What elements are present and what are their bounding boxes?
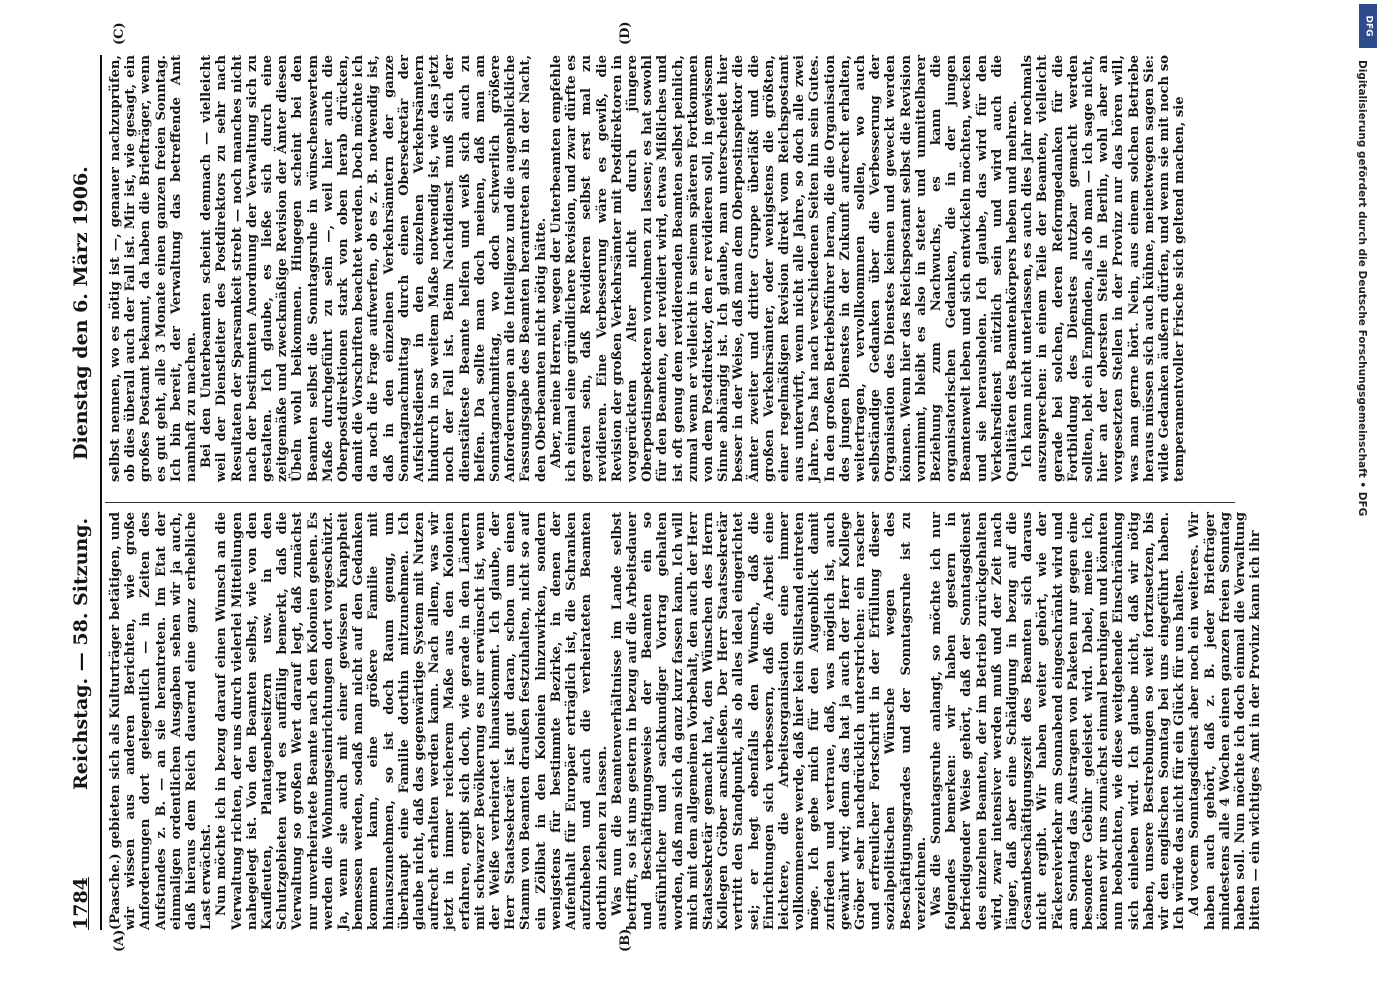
margin-mark-b: (B) bbox=[618, 928, 633, 952]
page-header bbox=[68, 55, 98, 930]
credit-text: Digitalisierung gefördert durch die Deutsche Forschungsgemeinschaft • DFG bbox=[1356, 60, 1368, 517]
margin-mark-a: (A) bbox=[112, 929, 127, 952]
paragraph: Ich kann nicht unterlassen, es auch dies Jahr nochmals auszusprechen: in einem Teile der Beamten, vielleicht gerade bei solchen, deren Reformgedanken für die Fortbildung des Dienstes nutzbar gemacht werden sollten, lebt ein Empfinden, als ob man — ich sage nicht, hier an der obersten Stelle in Berlin, wohl aber an vorgesetzten Stellen in der Provinz nur das hören will, was man gerne hört. Nein, aus einem solchen Betriebe heraus müssen sich auch kühne, meinetwegen sagen Sie: wilde Gedanken äußern dürfen, und wenn sie mit noch so temperamentvoller Frische sich geltend machen, sie bbox=[1020, 55, 1188, 482]
paragraph: Bei den Unterbeamten scheint demnach — vielleicht weil der Dienstleiter des Postdirektors zu sehr nach Resultaten der Sparsamkeit strebt — noch manches nicht nach der bestimmten Anordnung der Verwaltung sich zu gestalten. Ich glaube, es ließe sich durch eine zeitgemäße und zweckmäßige Revision der Ämter diesen Übeln wohl beikommen. Hingegen scheint bei den Beamten selbst die Sonntagsruhe in wünschenswertem Maße durchgeführt zu sein —, weil hier auch die Oberpostdirektionen stark von oben herab drücken, damit die Vorschriften beachtet werden. Doch möchte ich da noch die Frage aufwerfen, ob es z. B. notwendig ist, daß in den einzelnen Verkehrsämtern der ganze Sonntagnachmittag durch einen Obersekretär der Aufsichtsdienst in den einzelnen Verkehrsämtern hindurch in so weitem Maße notwendig ist, wie das jetzt noch der Fall ist. Beim Nachtdienst muß sich der dienstälteste Beamte helfen und weiß sich auch zu helfen. Da sollte man doch meinen, daß man am Sonntagnachmittag, wo doch schwerlich größere Anforderungen an die Intelligenz und die augenblickliche Fassungsgabe des Beamten herantreten als in der Nacht, den Oberbeamten nicht nötig hätte. bbox=[199, 55, 549, 482]
margin-mark-d: (D) bbox=[618, 21, 633, 45]
header-right-title: Dienstag den 6. März 1906. bbox=[70, 166, 92, 460]
column-divider bbox=[105, 502, 1235, 503]
left-text-column bbox=[108, 512, 1264, 930]
dfg-logo: DFG bbox=[1359, 4, 1377, 48]
paragraph: (Paasche.) gebieten sich als Kulturträger betätigen, und wir wissen aus anderen Berichten, wie große Anforderungen dort gelegentlich — in Zeiten des Aufstandes z. B. — an sie herantreten. Im Etat der einmaligen ordentlichen Ausgaben sehen wir ja auch, daß hieraus dem Reich dauernd eine ganz erhebliche Last erwächst. bbox=[108, 512, 215, 930]
margin-mark-c: (C) bbox=[112, 22, 127, 45]
paragraph: Was die Sonntagsruhe anlangt, so möchte ich nur folgendes bemerken: wir haben gestern in befriedigender Weise gehört, daß der Sonntagsdienst des einzelnen Beamten, der im Betrieb zurückgehalten wird, zwar intensiver werden muß und der Zeit nach länger, daß aber eine Schädigung in bezug auf die Gesamtbeschäftigungszeit des Beamten sich daraus nicht ergibt. Wir haben weiter gehört, wie der Päckereiverkehr am Sonnabend eingeschränkt wird und am Sonntag das Austragen von Paketen nur gegen eine besondere Gebühr geleistet wird. Dabei, meine ich, können wir uns zunächst einmal beruhigen und könnten nun beobachten, wie diese weitgehende Einschränkung sich einleben wird. Ich glaube nicht, daß wir nötig haben, unsere Bestrebungen so weit fortzusetzen, bis wir den englischen Sonntag bei uns eingeführt haben. Ich würde das nicht für ein Glück für uns halten. bbox=[928, 512, 1188, 930]
right-text-column bbox=[108, 55, 1233, 482]
paragraph: Was nun die Beamtenverhältnisse im Lande selbst betrifft, so ist uns gestern in bezug auf die Arbeitsdauer und Beschäftigungsweise der Beamten ein so ausführlicher und sachkundiger Vortrag gehalten worden, daß man sich da ganz kurz fassen kann. Ich will mich mit dem allgemeinen Vorbehalt, den auch der Herr Staatssekretär gemacht hat, den Wünschen des Herrn Kollegen Gröber anschließen. Der Herr Staatssekretär vertritt den Standpunkt, als ob alles ideal eingerichtet sei; er hegt ebenfalls den Wunsch, daß die Einrichtungen sich verbessern, daß die Arbeit eine leichtere, die Arbeitsorganisation eine immer vollkommenere werde, daß hier kein Stillstand eintreten möge. Ich gebe mich für den Augenblick damit zufrieden und vertraue, daß, was möglich ist, auch gewährt wird; denn das hat ja auch der Herr Kollege Gröber sehr nachdrücklich unterstrichen: ein rascher und erfreulicher Fortschritt in der Erfüllung dieser sozialpolitischen Wünsche wegen des Beschäftigungsgrades und der Sonntagsruhe ist zu verzeichnen. bbox=[609, 512, 929, 930]
paragraph: Nun möchte ich in bezug darauf einen Wunsch an die Verwaltung richten, der uns durch vielerlei Mitteilungen nahegelegt ist. Von den Beamten selbst, wie von den Kaufleuten, Plantagenbesitzern usw. in den Schutzgebieten wird es auffällig bemerkt, daß die Verwaltung so großen Wert darauf legt, daß zunächst nur unverheiratete Beamte nach den Kolonien gehen. Es werden die Wohnungseinrichtungen dort vorgeschützt. Ja, wenn sie auch mit einer gewissen Knappheit bemessen werden, sodaß man nicht auf den Gedanken kommen kann, eine größere Familie mit hinauszunehmen, so ist doch Raum genug, um überhaupt eine Familie dorthin mitzunehmen. Ich glaube nicht, daß das gegenwärtige System mit Nutzen aufrecht erhalten werden kann. Nach allem, was wir jetzt in immer reicherem Maße aus den Kolonien erfahren, ergibt sich doch, wie gerade in den Ländern mit schwarzer Bevölkerung es nur erwünscht ist, wenn der Weiße verheiratet hinauskommt. Ich glaube, der Herr Staatssekretär ist gut daran, schon um einen Stamm von Beamten draußen festzuhalten, nicht so auf ein Zölibat in den Kolonien hinzuwirken, sondern wenigstens für bestimmte Bezirke, in denen der Aufenthalt für Europäer erträglich ist, die Schranken aufzuheben und auch die verheirateten Beamten dorthin ziehen zu lassen. bbox=[214, 512, 610, 930]
header-rule bbox=[100, 55, 102, 930]
paragraph: Aber, meine Herren, wegen der Unterbeamten empfehle ich einmal eine gründlichere Revision, und zwar dürfte es geraten sein, daß Revidieren selbst erst mal zu revidieren. Eine Verbesserung wäre es gewiß, die Revision der großen Verkehrsämter mit Postdirektoren in vorgerücktem Alter nicht durch jüngere Oberpostinspektoren vornehmen zu lassen; es hat sowohl für den Beamten, der revidiert wird, etwas Mißliches und ist oft genug dem revidierenden Beamten selbst peinlich, zumal wenn er vielleicht in seinem späteren Fortkommen von dem Postdirektor, den er revidieren soll, in gewissem Sinne abhängig ist. Ich glaube, man unterscheidet hier besser in der Weise, daß man dem Oberpostinspektor die Ämter zweiter und dritter Gruppe überläßt und die großen Verkehrsämter, oder wenigstens die größten, einer regelmäßigen Revision direkt vom Reichspostamt aus unterwirft, wenn nicht alle Jahre, so doch alle zwei Jahre. Das hat nach verschiedenen Seiten hin sein Gutes. In den großen Betriebsführer heran, die die Organisation des jungen Dienstes in der Zukunft aufrecht erhalten, weitertragen, vervollkommnen sollen, wo auch selbständige Gedanken über die Verbesserung der Organisation des Dienstes keimen und geweckt werden können. Wenn hier das Reichspostamt selbst die Revision vornimmt, bleibt es also in steter und unmittelbarer Beziehung zum Nachwuchs, es kann die organisatorischen Gedanken, die in der jungen Beamtenwelt leben und sich entwickeln möchten, wecken und sie herausholen. Ich glaube, das wird für den Verkehrsdienst nützlich sein und wird auch die Qualitäten des Beamtenkörpers heben und mehren. bbox=[548, 55, 1020, 482]
digitization-credit bbox=[1355, 0, 1381, 1000]
paragraph: selbst nennen, wo es nötig ist —, genauer nachzuprüfen, ob dies überall auch der Fall ist. Mir ist, wie gesagt, ein großes Postamt bekannt, da haben die Briefträger, wenn es gut geht, alle 3 Monate einen ganzen freien Sonntag. Ich bin bereit, der Verwaltung das betreffende Amt namhaft zu machen. bbox=[108, 55, 200, 482]
paragraph: Ad vocem Sonntagsdienst aber noch ein weiteres. Wir haben auch gehört, daß z. B. jeder Briefträger mindestens alle 4 Wochen einen ganzen freien Sonntag haben soll. Nun möchte ich doch einmal die Verwaltung bitten — ein wichtiges Amt in der Provinz kann ich ihr bbox=[1187, 512, 1264, 930]
page-number: 1784 bbox=[70, 877, 92, 930]
header-left-title: Reichstag. — 58. Sitzung. bbox=[70, 517, 92, 790]
